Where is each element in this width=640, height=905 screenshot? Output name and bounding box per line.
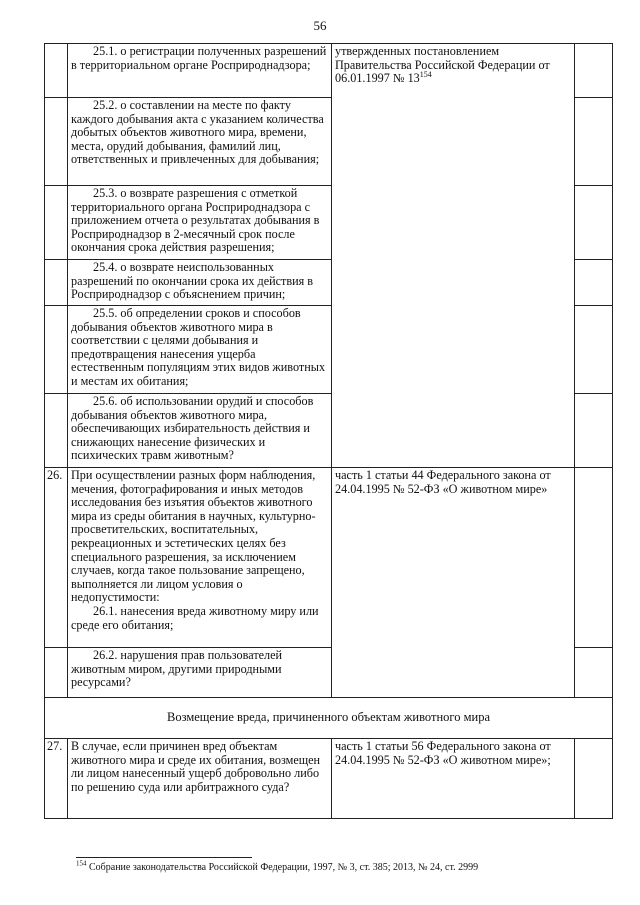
question-text: 25.3. о возврате разрешения с отметкой территориального органа Росприроднадзора с приложением отчета о результатах добывания в Росприроднадзор в 2-месячный срок после окончания срока действия разрешения; [68, 186, 332, 260]
answer-cell [575, 739, 613, 819]
page-number: 56 [313, 18, 327, 33]
question-text: 26.2. нарушения прав пользователей животным миром, другими природными ресурсами? [68, 648, 332, 698]
footnote-number: 154 [76, 859, 87, 868]
question-text: 25.5. об определении сроков и способов добывания объектов животного мира в соответствии с целями добывания и предотвращения нанесения ущерба естественным популяциям этих видов животных и местам их обитания; [68, 306, 332, 394]
row-number [45, 260, 68, 306]
table-row [45, 44, 613, 98]
question-text: 25.4. о возврате неиспользованных разрешений по окончании срока их действия в Росприроднадзор с объяснением причин; [68, 260, 332, 306]
row-number [45, 306, 68, 394]
answer-cell [575, 98, 613, 186]
legal-basis: утвержденных постановлением Правительства Российской Федерации от 06.01.1997 № $13^{154}$ [332, 44, 575, 468]
answer-cell [575, 44, 613, 98]
legal-basis: часть 1 статьи 56 Федерального закона от 24.04.1995 № 52-ФЗ «О животном мире»; [332, 739, 575, 819]
table-row [45, 739, 613, 819]
question-text: 25.6. об использовании орудий и способов добывания объектов животного мира, обеспечивающих избирательность действия и снижающих нанесение физических и психических травм животным? [68, 394, 332, 468]
row-number: 27. [45, 739, 68, 819]
question-text: При осуществлении разных форм наблюдения, мечения, фотографирования и иных методов исследования без изъятия объектов животного мира из среды обитания в научных, культурно-просветительских, воспитательных, рекреационных и эстетических целях без специального разрешения, за исключением случаев, когда такое пользование запрещено, выполняется ли лицом условия о недопустимости: 26.1. нанесения вреда животному миру или среде его обитания; [68, 468, 332, 648]
row-number [45, 394, 68, 468]
answer-cell [575, 648, 613, 698]
row-number [45, 648, 68, 698]
table-row [45, 468, 613, 648]
row-number [45, 44, 68, 98]
answer-cell [575, 260, 613, 306]
answer-cell [575, 394, 613, 468]
sub-question-text: 26.1. нанесения вреда животному миру или среде его обитания; [71, 603, 319, 632]
section-header-row [45, 698, 613, 739]
section-title: Возмещение вреда, причиненного объектам животного мира [45, 698, 613, 739]
footnote [76, 859, 479, 873]
question-text: 25.2. о составлении на месте по факту каждого добывания акта с указанием количества добытых объектов животного мира, времени, места, орудий добывания, фамилий лиц, ответственных и привлеченных для добывания; [68, 98, 332, 186]
footnote-divider [76, 857, 252, 858]
row-number [45, 186, 68, 260]
question-text: 25.1. о регистрации полученных разрешений в территориальном органе Росприроднадзора; [68, 44, 332, 98]
row-number [45, 98, 68, 186]
question-text: В случае, если причинен вред объектам животного мира и среде их обитания, возмещен ли лицом нанесенный ущерб добровольно либо по решению суда или арбитражного суда? [68, 739, 332, 819]
answer-cell [575, 186, 613, 260]
legal-basis: часть 1 статьи 44 Федерального закона от 24.04.1995 № 52-ФЗ «О животном мире» [332, 468, 575, 698]
row-number: 26. [45, 468, 68, 648]
footnote-text: Собрание законодательства Российской Федерации, 1997, № 3, ст. 385; 2013, № 24, ст. 2999 [89, 862, 479, 873]
answer-cell [575, 306, 613, 394]
answer-cell [575, 468, 613, 648]
checklist-table [44, 43, 613, 819]
footnote-ref: 154 [419, 70, 432, 80]
